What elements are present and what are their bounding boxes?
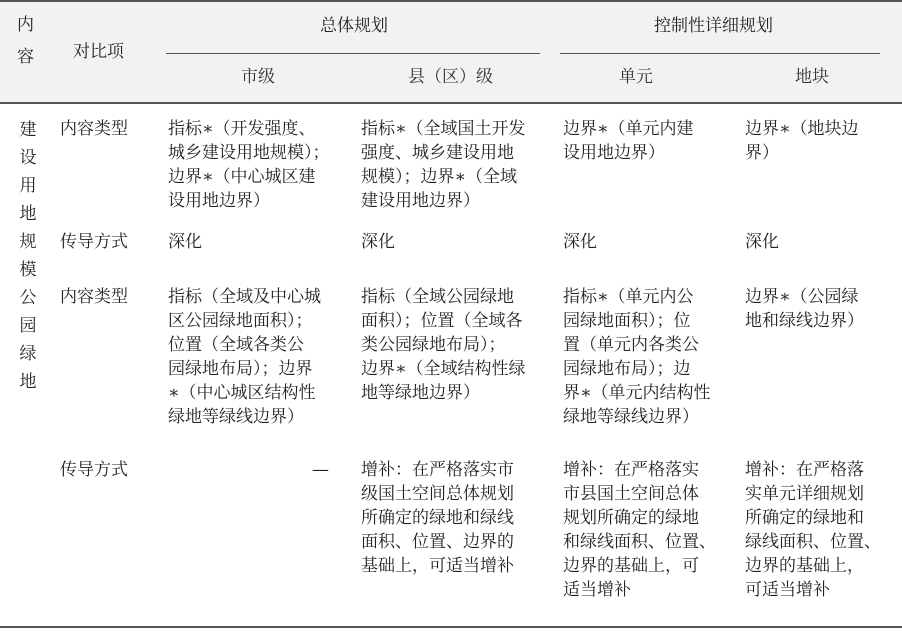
- cell-county-transmission-2: 增补：在严格落实市 级国土空间总体规划 所确定的绿地和绿线 面积、位置、边界的 基础上，可适当增补: [361, 460, 514, 576]
- cell-plot-content-1: 边界∗（地块边 界）: [745, 119, 859, 163]
- overall-plan-rule: [166, 53, 540, 54]
- row-item-content-type: 内容类型: [60, 119, 128, 139]
- cell-plot-content-2: 边界∗（公园绿 地和绿线边界）: [745, 287, 864, 331]
- header-compare-item: 对比项: [73, 42, 124, 62]
- cell-unit-transmission-2: 增补：在严格落实 市县国土空间总体 规划所确定的绿地 和绿线面积、位置、 边界的基础上，可 适当增补: [563, 460, 716, 600]
- section-label-park-green: 公 园 绿 地: [19, 288, 37, 392]
- cell-plot-transmission-1: 深化: [745, 232, 779, 252]
- section-label-construction-land: 建 设 用 地 规 模: [19, 120, 37, 280]
- top-rule: [0, 0, 902, 2]
- header-unit: 单元: [619, 67, 653, 87]
- cell-city-transmission-2: —: [312, 460, 329, 480]
- header-content-col-2: 容: [17, 47, 34, 67]
- header-county-level: 县（区）级: [408, 67, 493, 87]
- cell-county-content-1: 指标∗（全域国土开发 强度、城乡建设用地 规模）；边界∗（全域 建设用地边界）: [361, 119, 526, 211]
- header-plot: 地块: [795, 67, 829, 87]
- detail-plan-rule: [560, 53, 880, 54]
- cell-county-content-2: 指标（全域公园绿地 面积）；位置（全域各 类公园绿地布局）； 边界∗（全域结构性绿 地等绿地边界）: [361, 287, 526, 403]
- header-city-level: 市级: [241, 67, 275, 87]
- header-content-col-1: 内: [17, 15, 34, 35]
- row-item-transmission: 传导方式: [60, 460, 128, 480]
- row-item-content-type: 内容类型: [60, 287, 128, 307]
- header-detail-plan: 控制性详细规划: [654, 16, 773, 36]
- cell-unit-content-1: 边界∗（单元内建 设用地边界）: [563, 119, 694, 163]
- cell-county-transmission-1: 深化: [361, 232, 395, 252]
- cell-city-content-2: 指标（全域及中心城 区公园绿地面积）； 位置（全域各类公 园绿地布局）；边界 ∗（中心城区结构性 绿地等绿线边界）: [168, 287, 321, 427]
- cell-city-content-1: 指标∗（开发强度、 城乡建设用地规模）； 边界∗（中心城区建 设用地边界）: [168, 119, 330, 211]
- bottom-rule: [0, 626, 902, 628]
- cell-city-transmission-1: 深化: [168, 232, 202, 252]
- header-bottom-rule: [0, 102, 902, 104]
- header-overall-plan: 总体规划: [320, 16, 388, 36]
- cell-unit-transmission-1: 深化: [563, 232, 597, 252]
- cell-unit-content-2: 指标∗（单元内公 园绿地面积）；位 置（单元内各类公 园绿地布局）；边 界∗（单元内结构性 绿地等绿线边界）: [563, 287, 711, 427]
- cell-plot-transmission-2: 增补：在严格落 实单元详细规划 所确定的绿地和 绿线面积、位置、 边界的基础上， 可适当增补: [745, 460, 881, 600]
- row-item-transmission: 传导方式: [60, 232, 128, 252]
